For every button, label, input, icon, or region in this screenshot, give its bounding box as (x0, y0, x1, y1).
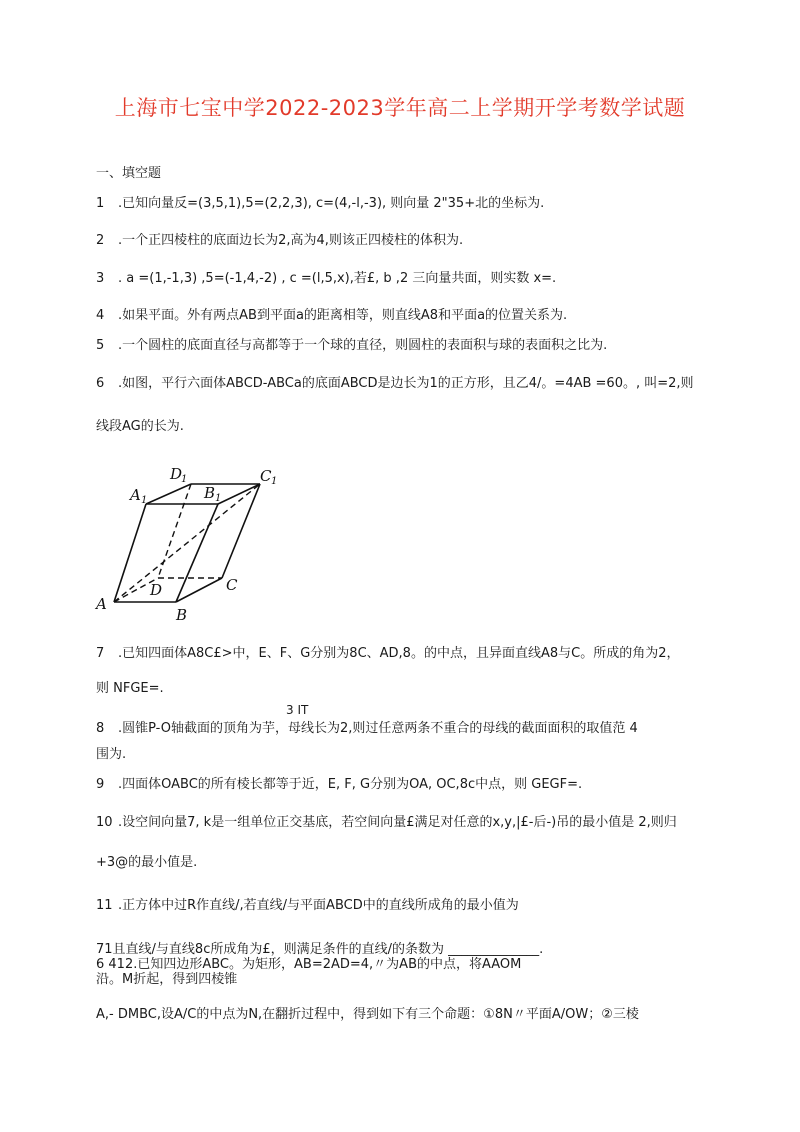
label-B1-sub: 1 (215, 493, 222, 504)
problem-line (96, 773, 582, 792)
problem-text: 71且直线/与直线8c所成角为£，则满足条件的直线/的条数为 ______________. (96, 942, 544, 957)
problem-line (96, 968, 237, 987)
problem-line (96, 267, 556, 286)
problem-number: 10 (96, 815, 113, 830)
problem-line (96, 1003, 639, 1022)
edge-BC (176, 578, 222, 602)
problem-line (96, 851, 197, 870)
problem-text: 沿。M折起，得到四棱锥 (96, 972, 238, 987)
problem-text: .圆锥P-O轴截面的顶角为芋，母线长为2,则过任意两条不重合的母线的截面面积的取值范 4 (118, 721, 638, 736)
edge-D1A1 (146, 484, 191, 504)
label-C1: C (260, 467, 272, 485)
parallelepiped-figure (88, 462, 288, 622)
problem-number: 4 (96, 308, 105, 323)
problem-line (96, 334, 607, 353)
problem-line (96, 894, 519, 913)
problem-text: +3@的最小值是. (96, 855, 198, 870)
problem-text: .设空间向量7, k是一组单位正交基底，若空间向量£满足对任意的x,y,|£-后-)吊的最小值是 2,则归 (118, 815, 677, 830)
problem-line (96, 717, 638, 736)
problem-number: 5 (96, 338, 105, 353)
edge-BB1 (176, 504, 218, 602)
label-D1-sub: 1 (181, 474, 188, 485)
problem-text: 线段AG的长为. (96, 419, 184, 434)
problem-number: 2 (96, 233, 105, 248)
problem-text: .已知向量反=(3,5,1),5=(2,2,3), c=(4,-l,-3), 则向量 2"35+北的坐标为. (118, 196, 545, 211)
label-C: C (226, 576, 238, 594)
problem-text: .如果平面。外有两点AB到平面a的距离相等，则直线A8和平面a的位置关系为. (118, 308, 568, 323)
edge-CC1 (222, 484, 260, 578)
problem-text: 6 412.已知四边形ABC。为矩形，AB=2AD=4,〃为AB的中点，将AAOM (96, 957, 522, 972)
superscript-fraction: 3 IT (286, 703, 309, 717)
document-title: 上海市七宝中学2022-2023学年高二上学期开学考数学试题 (114, 96, 686, 120)
problem-number: 11 (96, 898, 113, 913)
problem-text: .四面体OABC的所有棱长都等于近，E, F, G分别为OA, OC,8c中点，则 GEGF=. (118, 777, 583, 792)
problem-line (96, 811, 677, 830)
problem-text: .如图，平行六面体ABCD-ABCa的底面ABCD是边长为1的正方形，且乙4/。=4AB =60。, 叫=2,则 (118, 376, 694, 391)
section-heading: 一、填空题 (96, 166, 162, 181)
problem-text: .已知四面体A8C£>中，E、F、G分别为8C、AD,8。的中点，且异面直线A8与C。所成的角为2， (118, 646, 680, 661)
problem-text: A,- DMBC,设A/C的中点为N,在翻折过程中，得到如下有三个命题：①8N〃平面A/OW；②三棱 (96, 1007, 639, 1022)
problem-text: .正方体中过R作直线/,若直线/与平面ABCD中的直线所成角的最小值为 (118, 898, 519, 913)
label-D: D (150, 581, 163, 599)
problem-text: 则 NFGE=. (96, 681, 164, 696)
problem-number: 8 (96, 721, 105, 736)
problem-number: 1 (96, 196, 105, 211)
problem-text: .一个圆柱的底面直径与高都等于一个球的直径，则圆柱的表面积与球的表面积之比为. (118, 338, 608, 353)
label-A1: A (130, 486, 141, 504)
problem-line (96, 229, 463, 248)
problem-line (96, 642, 679, 661)
label-C1-sub: 1 (271, 476, 278, 487)
problem-line (96, 677, 164, 696)
label-A: A (96, 595, 107, 613)
problem-line (96, 372, 694, 391)
label-A1-sub: 1 (141, 495, 148, 506)
problem-line (96, 743, 126, 762)
problem-line (96, 192, 544, 211)
label-B1: B (204, 484, 216, 502)
label-B: B (176, 606, 188, 622)
problem-text: .一个正四棱柱的底面边长为2,高为4,则该正四棱柱的体积为. (118, 233, 464, 248)
problem-number: 6 (96, 376, 105, 391)
problem-number: 9 (96, 777, 105, 792)
hidden-edge-DD1 (158, 484, 191, 578)
problem-text: 围为. (96, 747, 127, 762)
label-D1: D (170, 465, 183, 483)
problem-line (96, 304, 567, 323)
problem-number: 7 (96, 646, 105, 661)
problem-text: . a =(1,-1,3) ,5=(-1,4,-2) , c =(l,5,x),若£, b ,2 三向量共面，则实数 x=. (118, 271, 557, 286)
problem-number: 3 (96, 271, 105, 286)
problem-line (96, 415, 184, 434)
